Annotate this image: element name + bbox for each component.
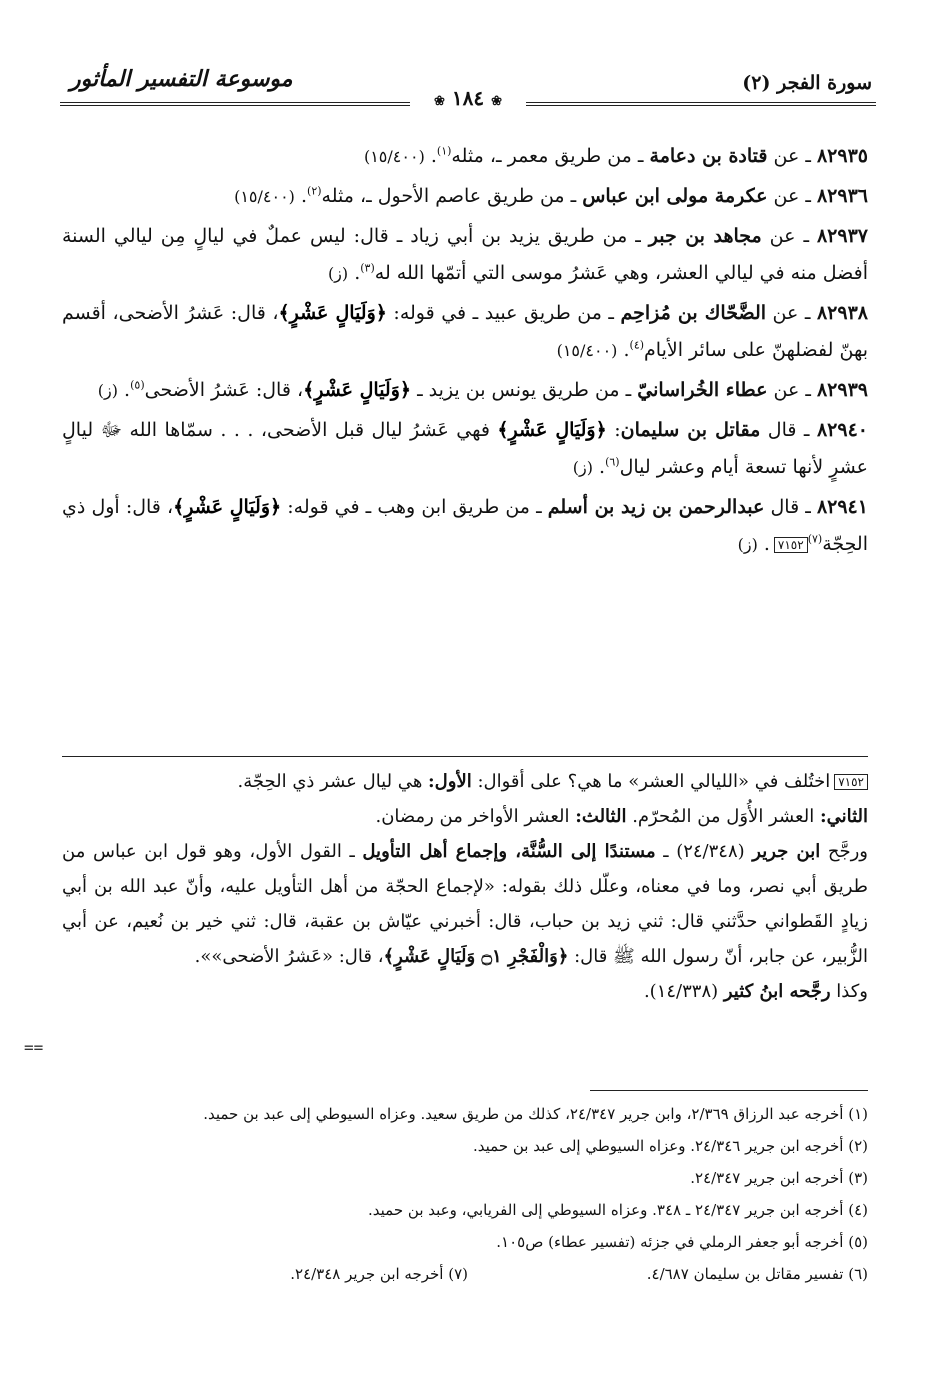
- footnote-5: (٥) أخرجه أبو جعفر الرملي في جزئه (تفسير عطاء) ص١٠٥.: [496, 1233, 868, 1251]
- entry-text: ، قال: عَشرُ الأضحى، أقسم بهنّ لفضلهنّ على سائر الأيام: [62, 302, 868, 361]
- scholar-name: ابن جرير: [752, 841, 821, 862]
- page-number-box: [420, 86, 516, 110]
- source-ref: (١٥/٤٠٠): [234, 187, 295, 206]
- commentary-text: العشر الأُوَل من المُحرّم.: [626, 806, 820, 827]
- entry-text: ، قال: عَشرُ الأضحى: [144, 379, 304, 401]
- margin-mark: ==: [24, 1038, 44, 1057]
- commentary-text: ، قال: «عَشرُ الأضحى»».: [194, 946, 384, 967]
- entry-number: ٨٢٩٣٦: [816, 185, 868, 207]
- entry-82940: [62, 412, 868, 486]
- entry-text: ـ عن: [766, 302, 817, 324]
- entry-82936: [62, 178, 868, 215]
- opinion-label: الثاني:: [819, 806, 868, 827]
- commentary-text: هي ليال عشر ذي الحِجّة.: [237, 771, 429, 792]
- narrator-name: مجاهد بن جبر: [648, 225, 762, 247]
- commentary: [62, 764, 868, 1009]
- entry-text: ـ عن: [767, 379, 817, 401]
- opinion-label: الثالث:: [575, 806, 627, 827]
- footnote-ref[interactable]: (٣): [360, 261, 375, 275]
- entry-text: ـ من طريق معمر ـ، مثله: [451, 145, 650, 167]
- entry-text: .: [294, 185, 308, 207]
- commentary-text: العشر الأواخر من رمضان.: [375, 806, 576, 827]
- entry-text: فهي عَشرُ ليال قبل الأضحى، . . . سمّاها الله ﷻ ليالٍ عشرٍ لأنها تسعة أيام وعشر ليال: [62, 419, 868, 478]
- entry-82935: [62, 138, 868, 175]
- footnote-divider: [590, 1090, 868, 1091]
- entry-text: .: [424, 145, 437, 167]
- entry-text: ـ من طريق يونس بن يزيد ـ: [411, 379, 638, 401]
- quran-verse: ﴿وَلَيَالٍ عَشْرٍ﴾: [173, 496, 282, 518]
- entry-text: .: [348, 262, 361, 284]
- entry-number: ٨٢٩٤١: [816, 496, 868, 518]
- footnote-ref[interactable]: (٧): [807, 532, 823, 546]
- commentary-tag: ٧١٥٢: [834, 774, 868, 790]
- entry-text: ـ من طريق عبيد ـ في قوله:: [386, 302, 621, 324]
- narrator-name: مقاتل بن سليمان: [620, 419, 761, 441]
- footnote-row-6-7: [62, 1258, 868, 1290]
- entry-text: ـ من طريق ابن وهب ـ في قوله:: [281, 496, 548, 518]
- narrator-name: الضَّحّاك بن مُزاحِم: [620, 302, 767, 324]
- entry-82941: [62, 489, 868, 563]
- entry-text: ـ عن: [767, 145, 817, 167]
- header-rule-left: [60, 102, 410, 106]
- commentary-text: وكذا: [830, 981, 868, 1002]
- source-ref: (ز): [97, 381, 119, 400]
- footnote-ref[interactable]: (٦): [605, 455, 620, 469]
- footnote-1: (١) أخرجه عبد الرزاق ٢/٣٦٩، وابن جرير ٢٤/٣٤٧، كذلك من طريق سعيد. وعزاه السيوطي إلى عبد بن حميد.: [203, 1105, 868, 1123]
- commentary-text: اختُلف في «الليالي العشر» ما هي؟ على أقوال:: [471, 771, 831, 792]
- entry-text: ـ قال: [764, 496, 817, 518]
- footnote-7: (٧) أخرجه ابن جرير ٢٤/٣٤٨.: [290, 1265, 468, 1283]
- commentary-para-4: [62, 974, 868, 1009]
- commentary-para-1: [62, 764, 868, 799]
- entry-text: ـ من طريق عاصم الأحول ـ، مثله: [321, 185, 583, 207]
- narrations: [62, 138, 868, 566]
- footnote-3: (٣) أخرجه ابن جرير ٢٤/٣٤٧.: [690, 1169, 868, 1187]
- surah-title: سورة الفجر (٢): [742, 72, 872, 94]
- entry-text: ، قال: أول ذي الحِجّة: [62, 496, 868, 555]
- footnote-ref[interactable]: (٤): [629, 338, 645, 352]
- source-ref: (ز): [572, 458, 593, 477]
- series-title: موسوعة التفسير المأثور: [70, 66, 293, 92]
- entry-text: .: [592, 456, 606, 478]
- narrator-name: عبدالرحمن بن زيد بن أسلم: [547, 496, 765, 518]
- commentary-emphasis: مستندًا إلى السُّنَّة، وإجماع أهل التأويل: [362, 841, 656, 862]
- narrator-name: عكرمة مولى ابن عباس: [582, 185, 768, 207]
- ornament-right-icon: ❀: [491, 94, 502, 109]
- page-number: ١٨٤: [451, 86, 485, 110]
- quran-verse: ﴿وَلَيَالٍ عَشْرٍ﴾: [278, 302, 387, 324]
- header-rule-right: [526, 102, 876, 106]
- entry-82939: [62, 372, 868, 409]
- entry-text: .: [617, 339, 630, 361]
- commentary-text: ـ القول الأول، وهو قول ابن عباس من طريق أبي نصر، وما في معناه، وعلّل ذلك بقوله: «لإجماع الحجّة من أهل التأويل عليه، وأنّ عبد الله بن أبي زيادٍ القَطواني حدَّثني قال: ثني زيد بن حباب، قال: أخبرني عيّاش بن عقبة، قال: ثني خير بن نُعيم، عن أبي الزُّبير، عن جابر، أنّ رسول الله ﷺ قال:: [62, 841, 868, 967]
- entry-text: ـ عن: [767, 185, 817, 207]
- ornament-left-icon: ❀: [434, 94, 445, 109]
- commentary-text: (٢٤/٣٤٨) ـ: [655, 841, 753, 862]
- entry-text: ـ قال: [760, 419, 817, 441]
- commentary-tag-link[interactable]: ٧١٥٢: [774, 537, 808, 553]
- commentary-text: (١٤/٣٣٨).: [643, 981, 724, 1002]
- entry-text: .: [757, 533, 770, 555]
- entry-text: ـ عن: [761, 225, 817, 247]
- narrator-name: عطاء الخُراسانيّ: [637, 379, 768, 401]
- entry-number: ٨٢٩٣٨: [816, 302, 868, 324]
- page-header: [60, 58, 876, 118]
- entry-text: .: [118, 379, 131, 401]
- entry-number: ٨٢٩٤٠: [816, 419, 868, 441]
- entry-text: :: [606, 419, 621, 441]
- footnote-ref[interactable]: (٥): [130, 378, 145, 392]
- source-ref: (ز): [327, 264, 349, 283]
- commentary-para-3: [62, 834, 868, 974]
- quran-verse: ﴿وَالْفَجْرِ ۝١ وَلَيَالٍ عَشْرٍ﴾: [383, 946, 569, 967]
- entry-number: ٨٢٩٣٩: [816, 379, 868, 401]
- commentary-divider: [62, 756, 868, 757]
- source-ref: (ز): [737, 535, 758, 554]
- entry-82938: [62, 295, 868, 369]
- quran-verse: ﴿وَلَيَالٍ عَشْرٍ﴾: [497, 419, 607, 441]
- footnote-4: (٤) أخرجه ابن جرير ٢٤/٣٤٧ ـ ٣٤٨. وعزاه السيوطي إلى الفريابي، وعبد بن حميد.: [368, 1201, 868, 1219]
- entry-82937: [62, 218, 868, 292]
- commentary-text: ورجَّح: [820, 841, 868, 862]
- footnotes: [62, 1098, 868, 1290]
- source-ref: (١٥/٤٠٠): [556, 341, 618, 360]
- footnote-ref[interactable]: (٢): [307, 184, 322, 198]
- source-ref: (١٥/٤٠٠): [363, 147, 425, 166]
- narrator-name: قتادة بن دعامة: [649, 145, 768, 167]
- footnote-ref[interactable]: (١): [436, 144, 452, 158]
- footnote-6: (٦) تفسير مقاتل بن سليمان ٤/٦٨٧.: [646, 1265, 868, 1283]
- entry-number: ٨٢٩٣٥: [816, 145, 868, 167]
- entry-text: ـ من طريق يزيد بن أبي زياد ـ قال: ليس عملٌ في ليالٍ مِن ليالي السنة أفضل منه في ليالي العشر، وهي عَشرُ موسى التي أتمّها الله له: [62, 225, 868, 284]
- opinion-label: الأول:: [428, 771, 472, 792]
- footnote-2: (٢) أخرجه ابن جرير ٢٤/٣٤٦. وعزاه السيوطي إلى عبد بن حميد.: [473, 1137, 868, 1155]
- commentary-emphasis: رجَّحه ابنُ كثير: [723, 981, 831, 1002]
- commentary-para-2: [62, 799, 868, 834]
- quran-verse: ﴿وَلَيَالٍ عَشْرٍ﴾: [303, 379, 412, 401]
- entry-number: ٨٢٩٣٧: [816, 225, 868, 247]
